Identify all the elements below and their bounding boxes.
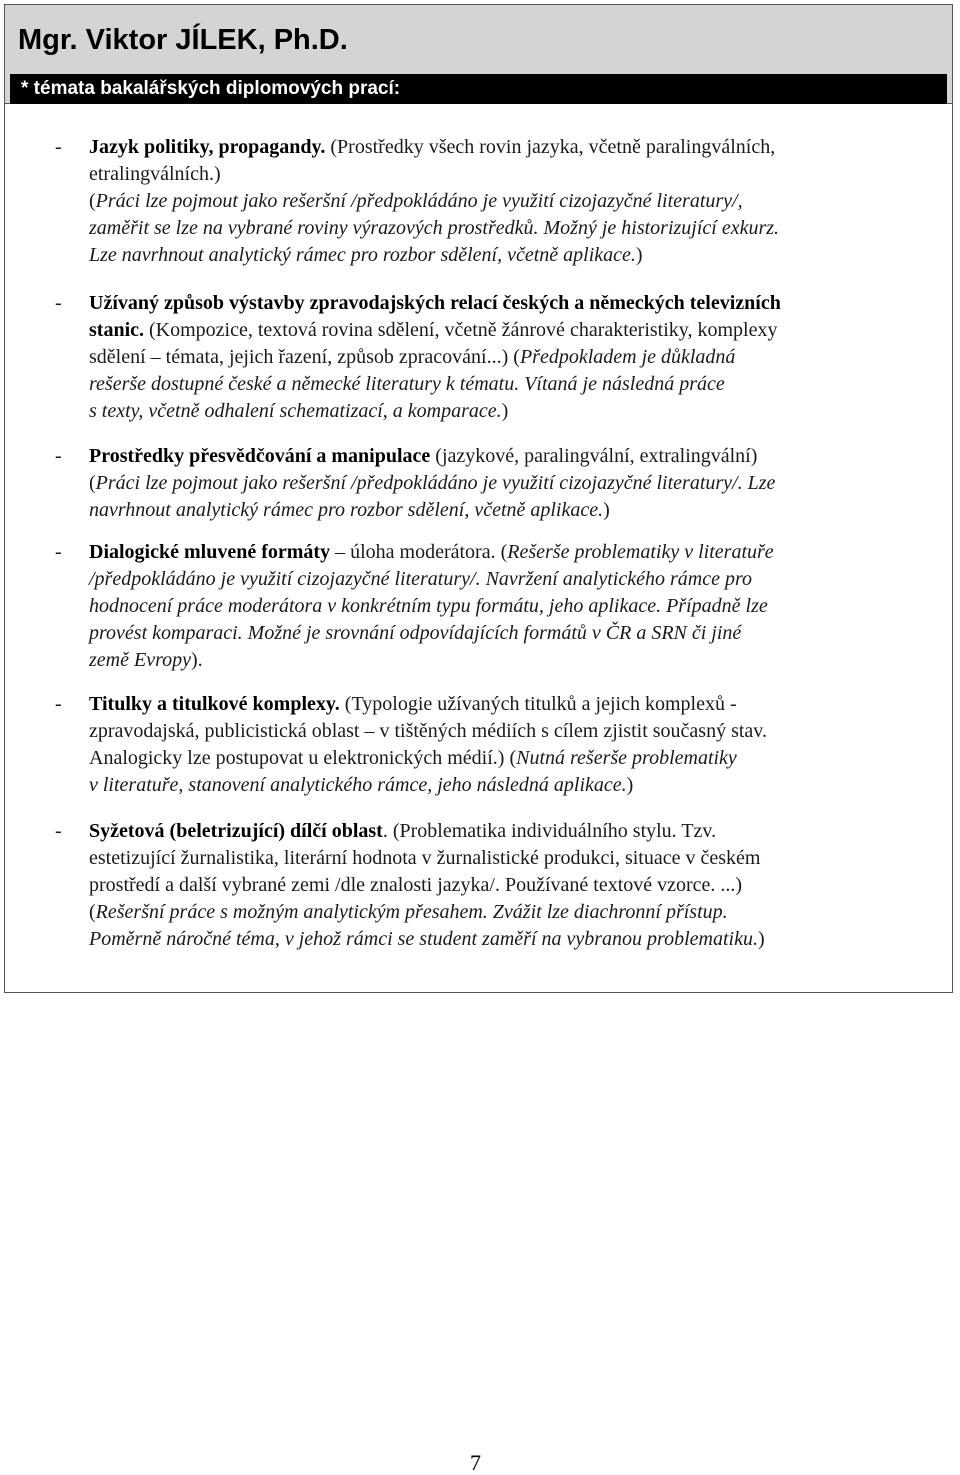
topic-title: Jazyk politiky, propagandy. [89, 136, 326, 158]
topic-text: Užívaný způsob výstavby zpravodajských relací českých a německých televizních stanic. (Kompozice, textová rovina sdělení, včetně žánrové charakteristiky, komplexy sdělení – témata, jejich řazení, způsob zpracování...) (Předpokladem je důkladná rešerše dostupné české a německé literatury k tématu. Vítaná je následná práce s texty, včetně odhalení schematizací, a komparace.) [89, 292, 781, 422]
topic-text: Syžetová (beletrizující) dílčí oblast. (Problematika individuálního stylu. Tzv. estetizující žurnalistika, literární hodnota v žurnalistické produkci, situace v českém prostředí a další vybrané zemi /dle znalosti jazyka/. Používané textové vzorce. ...) (Rešeršní práce s možným analytickým přesahem. Zvážit lze diachronní přístup. Poměrně náročné téma, v jehož rámci se student zaměří na vybranou problematiku.) [89, 820, 765, 950]
list-dash: - [55, 445, 62, 467]
topic-text: Dialogické mluvené formáty – úloha moderátora. (Rešerše problematiky v literatuře /předpokládáno je využití cizojazyčné literatury/. Navržení analytického rámce pro hodnocení práce moderátora v konkrétním typu formátu, jeho aplikace. Případně lze provést komparaci. Možné je srovnání odpovídajících formátů v ČR a SRN či jiné země Evropy). [89, 541, 774, 671]
list-dash: - [55, 693, 62, 715]
topic-text: Jazyk politiky, propagandy. (Prostředky všech rovin jazyka, včetně paralingválních, etralingválních.) (Práci lze pojmout jako rešeršní /předpokládáno je využití cizojazyčné literatury/, zaměřit se lze na vybrané roviny výrazových prostředků. Možný je historizující exkurz. Lze navrhnout analytický rámec pro rozbor sdělení, včetně aplikace.) [89, 136, 780, 266]
topic-text: Titulky a titulkové komplexy. (Typologie užívaných titulků a jejich komplexů - zpravodajská, publicistická oblast – v tištěných médiích s cílem zjistit současný stav. Analogicky lze postupovat u elektronických médií.) (Nutná rešerše problematiky v literatuře, stanovení analytického rámce, jeho následná aplikace.) [89, 693, 767, 796]
topic-title: Prostředky přesvědčování a manipulace [89, 445, 431, 467]
section-subtitle: * témata bakalářských diplomových prací: [10, 74, 947, 104]
topic-text: Prostředky přesvědčování a manipulace (jazykové, paralingvální, extralingvální) (Práci lze pojmout jako rešeršní /předpokládáno je využití cizojazyčné literatury/. Lze navrhnout analytický rámec pro rozbor sdělení, včetně aplikace.) [89, 445, 776, 521]
list-dash: - [55, 820, 62, 842]
topic-title: Dialogické mluvené formáty [89, 541, 331, 563]
topic-title: Syžetová (beletrizující) dílčí oblast [89, 820, 383, 842]
topic-title: Titulky a titulkové komplexy. [89, 693, 340, 715]
list-dash: - [55, 541, 62, 563]
list-dash: - [55, 292, 62, 314]
page-number: 7 [470, 1450, 481, 1475]
page-title: Mgr. Viktor JÍLEK, Ph.D. [18, 24, 348, 56]
list-dash: - [55, 136, 62, 158]
topic-title: Užívaný způsob výstavby zpravodajských relací českých a německých televizních [89, 292, 781, 314]
